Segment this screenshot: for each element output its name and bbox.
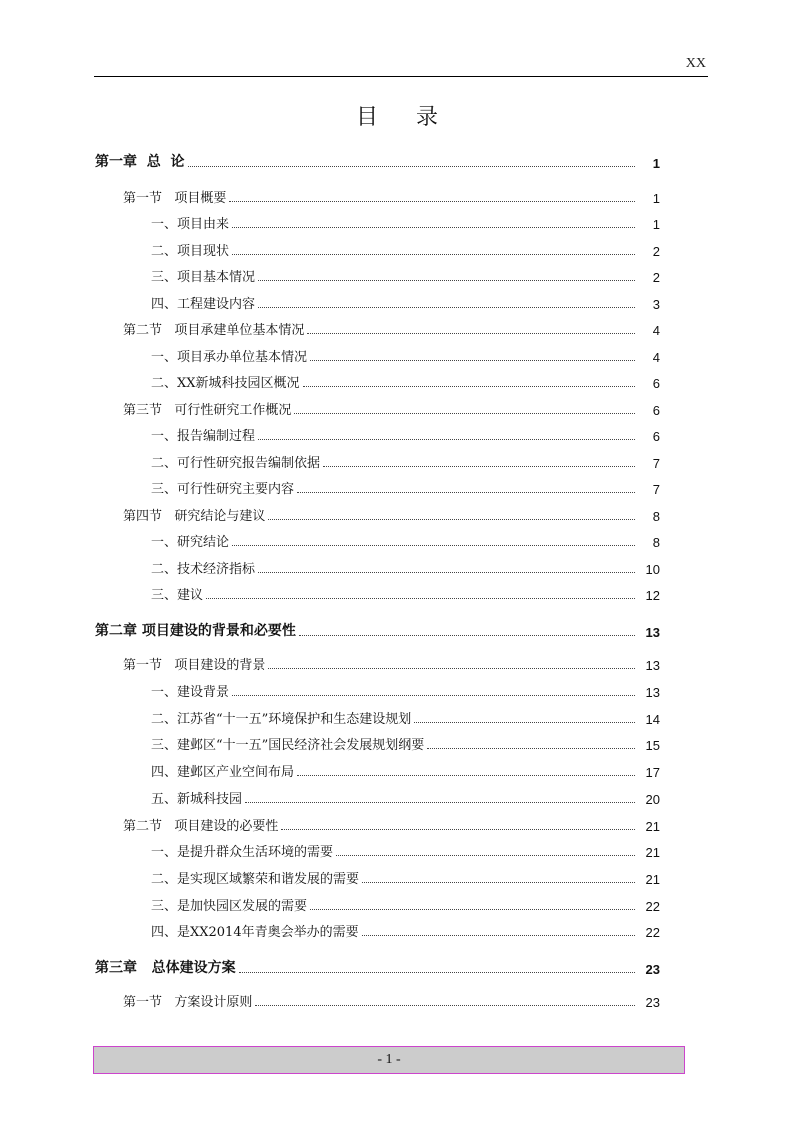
toc-subsection-entry[interactable] xyxy=(151,290,660,312)
page-footer xyxy=(93,1046,685,1074)
toc-entry-label: 一、项目由来 xyxy=(151,217,230,232)
toc-chapter-entry[interactable] xyxy=(95,149,660,171)
toc-entry-page-number: 1 xyxy=(652,217,660,232)
toc-entry-page-number: 7 xyxy=(652,456,660,471)
toc-leader-dots xyxy=(297,492,635,493)
toc-entry-label: 第三节 可行性研究工作概况 xyxy=(123,403,292,418)
toc-leader-dots xyxy=(310,909,635,910)
toc-subsection-entry[interactable] xyxy=(151,838,660,860)
toc-subsection-entry[interactable] xyxy=(151,449,660,471)
toc-entry-label: 第二章 项目建设的背景和必要性 xyxy=(95,623,296,639)
toc-leader-dots xyxy=(239,972,635,973)
toc-entry-label: 三、建议 xyxy=(151,588,204,603)
toc-entry-page-number: 22 xyxy=(645,899,660,914)
toc-leader-dots xyxy=(414,722,635,723)
toc-entry-page-number: 13 xyxy=(645,685,660,700)
toc-entry-page-number: 21 xyxy=(645,872,660,887)
header-text: XX xyxy=(685,56,706,71)
toc-subsection-entry[interactable] xyxy=(151,422,660,444)
toc-subsection-entry[interactable] xyxy=(151,758,660,780)
toc-subsection-entry[interactable] xyxy=(151,263,660,285)
toc-entry-label: 三、项目基本情况 xyxy=(151,270,256,285)
toc-leader-dots xyxy=(268,519,635,520)
toc-section-entry[interactable] xyxy=(123,316,660,338)
toc-leader-dots xyxy=(281,829,635,830)
toc-title: 目录 xyxy=(355,105,476,130)
toc-entry-label: 二、可行性研究报告编制依据 xyxy=(151,456,321,471)
toc-subsection-entry[interactable] xyxy=(151,555,660,577)
toc-leader-dots xyxy=(188,166,636,167)
toc-subsection-entry[interactable] xyxy=(151,705,660,727)
toc-subsection-entry[interactable] xyxy=(151,343,660,365)
toc-entry-page-number: 1 xyxy=(652,156,660,171)
toc-entry-label: 第二节 项目建设的必要性 xyxy=(123,819,279,834)
toc-subsection-entry[interactable] xyxy=(151,237,660,259)
toc-entry-page-number: 2 xyxy=(652,244,660,259)
toc-entry-label: 三、可行性研究主要内容 xyxy=(151,482,295,497)
toc-leader-dots xyxy=(307,333,635,334)
toc-leader-dots xyxy=(245,802,635,803)
toc-entry-label: 一、是提升群众生活环境的需要 xyxy=(151,845,334,860)
toc-entry-label: 四、工程建设内容 xyxy=(151,297,256,312)
toc-entry-page-number: 21 xyxy=(645,819,660,834)
toc-entry-page-number: 8 xyxy=(652,509,660,524)
toc-entry-page-number: 17 xyxy=(645,765,660,780)
toc-entry-page-number: 21 xyxy=(645,845,660,860)
toc-section-entry[interactable] xyxy=(123,988,660,1010)
toc-entry-page-number: 12 xyxy=(645,588,660,603)
toc-leader-dots xyxy=(258,280,635,281)
toc-entry-page-number: 14 xyxy=(645,712,660,727)
toc-subsection-entry[interactable] xyxy=(151,918,660,940)
toc-entry-label: 一、项目承办单位基本情况 xyxy=(151,350,308,365)
toc-leader-dots xyxy=(336,855,635,856)
toc-entry-label: 第四节 研究结论与建议 xyxy=(123,509,266,524)
toc-entry-page-number: 13 xyxy=(645,658,660,673)
toc-entry-label: 三、建邺区“十一五”国民经济社会发展规划纲要 xyxy=(151,738,425,753)
toc-entry-page-number: 10 xyxy=(645,562,660,577)
toc-leader-dots xyxy=(362,882,635,883)
toc-entry-label: 四、是XX2014年青奥会举办的需要 xyxy=(151,925,359,940)
toc-entry-label: 第二节 项目承建单位基本情况 xyxy=(123,323,305,338)
toc-entry-label: 三、是加快园区发展的需要 xyxy=(151,899,308,914)
toc-entry-label: 二、XX新城科技园区概况 xyxy=(151,376,300,391)
toc-leader-dots xyxy=(232,254,635,255)
toc-entry-page-number: 8 xyxy=(652,535,660,550)
toc-subsection-entry[interactable] xyxy=(151,785,660,807)
toc-entry-label: 一、报告编制过程 xyxy=(151,429,256,444)
toc-entry-label: 一、研究结论 xyxy=(151,535,230,550)
toc-section-entry[interactable] xyxy=(123,651,660,673)
toc-chapter-entry[interactable] xyxy=(95,955,660,977)
toc-entry-page-number: 22 xyxy=(645,925,660,940)
toc-entry-page-number: 3 xyxy=(652,297,660,312)
toc-section-entry[interactable] xyxy=(123,812,660,834)
toc-chapter-entry[interactable] xyxy=(95,618,660,640)
toc-leader-dots xyxy=(294,413,635,414)
toc-entry-label: 二、是实现区域繁荣和谐发展的需要 xyxy=(151,872,360,887)
toc-subsection-entry[interactable] xyxy=(151,865,660,887)
toc-section-entry[interactable] xyxy=(123,184,660,206)
toc-leader-dots xyxy=(323,466,635,467)
toc-leader-dots xyxy=(258,572,635,573)
toc-subsection-entry[interactable] xyxy=(151,731,660,753)
toc-leader-dots xyxy=(255,1005,635,1006)
toc-entry-page-number: 4 xyxy=(652,350,660,365)
toc-entry-page-number: 1 xyxy=(652,191,660,206)
toc-subsection-entry[interactable] xyxy=(151,581,660,603)
toc-entry-label: 二、技术经济指标 xyxy=(151,562,256,577)
toc-leader-dots xyxy=(232,545,635,546)
toc-entry-label: 第一节 方案设计原则 xyxy=(123,995,253,1010)
toc-leader-dots xyxy=(206,598,635,599)
toc-entry-page-number: 6 xyxy=(652,429,660,444)
toc-leader-dots xyxy=(258,439,635,440)
toc-subsection-entry[interactable] xyxy=(151,210,660,232)
toc-leader-dots xyxy=(310,360,635,361)
toc-leader-dots xyxy=(303,386,635,387)
toc-entry-label: 二、江苏省“十一五”环境保护和生态建设规划 xyxy=(151,712,412,727)
toc-leader-dots xyxy=(268,668,635,669)
toc-entry-page-number: 23 xyxy=(645,995,660,1010)
toc-entry-label: 二、项目现状 xyxy=(151,244,230,259)
toc-leader-dots xyxy=(232,695,635,696)
toc-entry-page-number: 6 xyxy=(652,403,660,418)
toc-leader-dots xyxy=(299,635,635,636)
page-number: - 1 - xyxy=(377,1052,401,1067)
toc-entry-label: 第三章 总体建设方案 xyxy=(95,960,236,976)
toc-entry-page-number: 13 xyxy=(645,625,660,640)
toc-entry-page-number: 15 xyxy=(645,738,660,753)
toc-entry-page-number: 23 xyxy=(645,962,660,977)
toc-entry-label: 四、建邺区产业空间布局 xyxy=(151,765,295,780)
toc-leader-dots xyxy=(297,775,635,776)
header-rule xyxy=(94,76,708,77)
toc-leader-dots xyxy=(232,227,635,228)
toc-entry-label: 第一节 项目建设的背景 xyxy=(123,658,266,673)
toc-entry-label: 一、建设背景 xyxy=(151,685,230,700)
toc-section-entry[interactable] xyxy=(123,396,660,418)
toc-entry-label: 第一章 总 论 xyxy=(95,154,185,170)
toc-entry-page-number: 7 xyxy=(652,482,660,497)
toc-entry-page-number: 4 xyxy=(652,323,660,338)
toc-entry-page-number: 2 xyxy=(652,270,660,285)
toc-subsection-entry[interactable] xyxy=(151,475,660,497)
toc-entry-page-number: 6 xyxy=(652,376,660,391)
toc-leader-dots xyxy=(362,935,635,936)
toc-subsection-entry[interactable] xyxy=(151,678,660,700)
toc-subsection-entry[interactable] xyxy=(151,892,660,914)
toc-leader-dots xyxy=(258,307,635,308)
toc-entry-page-number: 20 xyxy=(645,792,660,807)
toc-leader-dots xyxy=(427,748,635,749)
toc-subsection-entry[interactable] xyxy=(151,369,660,391)
toc-leader-dots xyxy=(229,201,635,202)
toc-section-entry[interactable] xyxy=(123,502,660,524)
toc-subsection-entry[interactable] xyxy=(151,528,660,550)
toc-entry-label: 五、新城科技园 xyxy=(151,792,243,807)
toc-entry-label: 第一节 项目概要 xyxy=(123,191,227,206)
